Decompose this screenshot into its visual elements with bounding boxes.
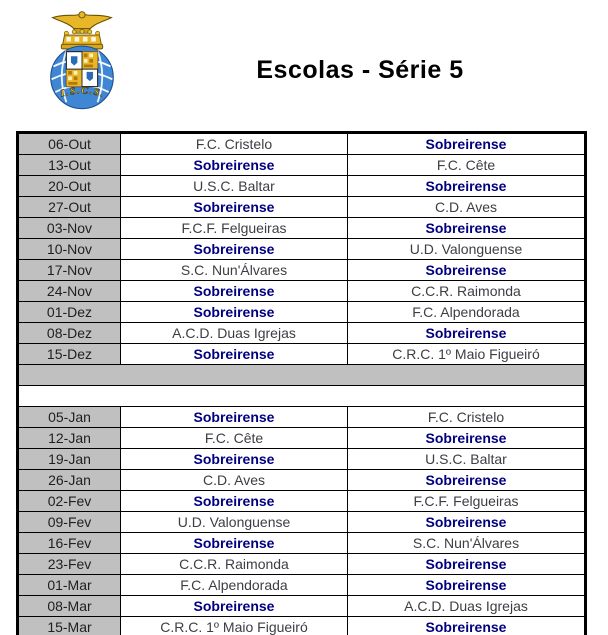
home-team: Sobreirense [121,344,348,365]
away-team: C.R.C. 1º Maio Figueiró [348,344,586,365]
fixture-row [18,596,586,617]
match-date: 09-Fev [18,512,121,533]
fixture-row [18,407,586,428]
half-spacer [18,386,586,407]
half-spacer-row [18,386,586,407]
match-date: 15-Mar [18,617,121,635]
home-team: F.C. Cristelo [121,133,348,155]
home-team: Sobreirense [121,491,348,512]
away-team: C.D. Aves [348,197,586,218]
away-team: Sobreirense [348,554,586,575]
fixture-row [18,554,586,575]
match-date: 19-Jan [18,449,121,470]
home-team: Sobreirense [121,155,348,176]
home-team: S.C. Nun'Álvares [121,260,348,281]
home-team: C.C.R. Raimonda [121,554,348,575]
home-team: A.C.D. Duas Igrejas [121,323,348,344]
match-date: 02-Fev [18,491,121,512]
home-team: Sobreirense [121,281,348,302]
svg-text:I.S.C.S.: I.S.C.S. [59,85,107,101]
fixture-row [18,133,586,155]
match-date: 03-Nov [18,218,121,239]
away-team: Sobreirense [348,218,586,239]
home-team: Sobreirense [121,407,348,428]
away-team: Sobreirense [348,323,586,344]
away-team: Sobreirense [348,512,586,533]
home-team: F.C. Alpendorada [121,575,348,596]
home-team: Sobreirense [121,533,348,554]
fixtures-table [16,131,587,635]
home-team: C.D. Aves [121,470,348,491]
home-team: U.D. Valonguense [121,512,348,533]
home-team: Sobreirense [121,197,348,218]
fixture-row [18,260,586,281]
half-separator-row [18,365,586,386]
fixture-row [18,155,586,176]
club-crest-logo [36,5,128,113]
away-team: U.S.C. Baltar [348,449,586,470]
match-date: 17-Nov [18,260,121,281]
fixture-row [18,491,586,512]
match-date: 26-Jan [18,470,121,491]
home-team: Sobreirense [121,449,348,470]
match-date: 06-Out [18,133,121,155]
fixture-row [18,512,586,533]
away-team: Sobreirense [348,176,586,197]
away-team: Sobreirense [348,260,586,281]
fixture-row [18,302,586,323]
home-team: C.R.C. 1º Maio Figueiró [121,617,348,635]
club-crest-icon [36,5,128,113]
away-team: Sobreirense [348,617,586,635]
away-team: F.C. Cête [348,155,586,176]
fixture-row [18,197,586,218]
fixture-row [18,218,586,239]
page-title: Escolas - Série 5 [256,56,464,84]
match-date: 27-Out [18,197,121,218]
match-date: 10-Nov [18,239,121,260]
home-team: Sobreirense [121,302,348,323]
fixture-row [18,323,586,344]
away-team: C.C.R. Raimonda [348,281,586,302]
match-date: 05-Jan [18,407,121,428]
away-team: U.D. Valonguense [348,239,586,260]
home-team: U.S.C. Baltar [121,176,348,197]
home-team: F.C.F. Felgueiras [121,218,348,239]
fixture-row [18,239,586,260]
fixture-row [18,470,586,491]
away-team: F.C.F. Felgueiras [348,491,586,512]
shield-icon [66,52,97,87]
home-team: Sobreirense [121,239,348,260]
away-team: Sobreirense [348,470,586,491]
match-date: 13-Out [18,155,121,176]
fixture-row [18,617,586,635]
away-team: Sobreirense [348,133,586,155]
match-date: 08-Dez [18,323,121,344]
away-team: S.C. Nun'Álvares [348,533,586,554]
fixtures-tbody [18,133,586,635]
fixture-row [18,344,586,365]
fixture-row [18,428,586,449]
away-team: F.C. Alpendorada [348,302,586,323]
home-team: F.C. Cête [121,428,348,449]
fixture-row [18,281,586,302]
away-team: Sobreirense [348,575,586,596]
match-date: 08-Mar [18,596,121,617]
away-team: Sobreirense [348,428,586,449]
fixture-row [18,176,586,197]
away-team: F.C. Cristelo [348,407,586,428]
match-date: 20-Out [18,176,121,197]
match-date: 16-Fev [18,533,121,554]
match-date: 01-Dez [18,302,121,323]
match-date: 24-Nov [18,281,121,302]
match-date: 12-Jan [18,428,121,449]
away-team: A.C.D. Duas Igrejas [348,596,586,617]
fixture-row [18,575,586,596]
match-date: 15-Dez [18,344,121,365]
half-separator [18,365,586,386]
fixture-row [18,533,586,554]
fixture-row [18,449,586,470]
match-date: 23-Fev [18,554,121,575]
home-team: Sobreirense [121,596,348,617]
match-date: 01-Mar [18,575,121,596]
